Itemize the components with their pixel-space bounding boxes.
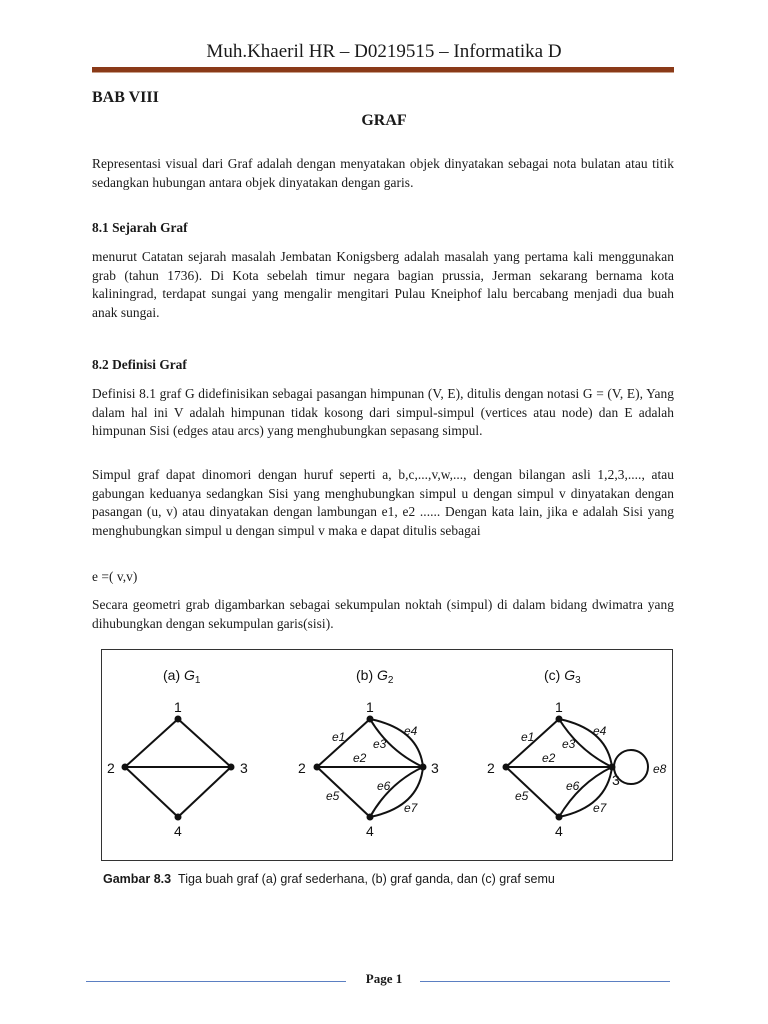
edge-label-b-e2: e2 (353, 751, 367, 765)
graph-title-a: (a) $G_1$ (163, 667, 201, 686)
formula: e =( v,v) (92, 569, 138, 584)
graph-title-c: (c) $G_3$ (544, 667, 581, 686)
vertex-c-2 (503, 764, 510, 771)
edge-label-b-e7: e7 (404, 801, 418, 815)
section-heading-sejarah: 8.1 Sejarah Graf (92, 220, 188, 235)
graph-title-b: (b) $G_2$ (356, 667, 394, 686)
vertex-label-a-3: 3 (240, 760, 248, 776)
header-rule (92, 67, 674, 73)
definisi-paragraph-1: Definisi 8.1 graf G didefinisikan sebagai pasangan himpunan (V, E), ditulis dengan notasi G = (V, E), Yang dalam hal ini V adalah himpunan tidak kosong dari simpul-simpul (vertices atau node) dan E adalah himpunan Sisi (edges atau arcs) yang menghubungkan sepasang simpul. (92, 386, 674, 439)
vertex-b-3 (420, 764, 427, 771)
edge-a-2-4 (125, 767, 178, 817)
page-header: Muh.Khaeril HR – D0219515 – Informatika D (206, 41, 562, 62)
figure-caption-text: Tiga buah graf (a) graf sederhana, (b) graf ganda, dan (c) graf semu (178, 872, 555, 886)
vertex-a-1 (175, 716, 182, 723)
vertex-label-c-1: 1 (555, 699, 563, 715)
definisi-paragraph-2: Simpul graf dapat dinomori dengan huruf seperti a, b,c,...,v,w,..., dengan bilangan asli 1,2,3,...., atau gabungan keduanya sedangkan Sisi yang menghubungkan simpul u dengan simpul v dinyatakan dengan pasangan (u, v) atau dinyatakan dengan lambungan e1, e2 ...... Dengan kata lain, jika e adalah Sisi yang menghubungkan simpul u dengan simpul v maka e dapat ditulis sebagai (92, 467, 674, 538)
vertex-a-3 (228, 764, 235, 771)
vertex-b-4 (367, 814, 374, 821)
vertex-label-b-2: 2 (298, 760, 306, 776)
chapter-label: BAB VIII (92, 89, 159, 106)
graph-figure (101, 649, 673, 861)
vertex-label-a-2: 2 (107, 760, 115, 776)
edge-label-c-e7: e7 (593, 801, 607, 815)
edge-label-c-e8: e8 (653, 762, 667, 776)
edge-label-b-e5: e5 (326, 789, 340, 803)
edge-b-e5 (317, 767, 370, 817)
edge-label-b-e4: e4 (404, 724, 418, 738)
vertex-b-2 (314, 764, 321, 771)
definisi-paragraph-3: Secara geometri grab digambarkan sebagai sekumpulan noktah (simpul) di dalam bidang dwimatra yang dihubungkan dengan sekumpulan garis(sisi). (92, 597, 674, 631)
vertex-label-a-1: 1 (174, 699, 182, 715)
edge-label-c-e1: e1 (521, 730, 535, 744)
vertex-label-c-2: 2 (487, 760, 495, 776)
vertex-label-c-3: 3 (612, 772, 620, 788)
edge-label-c-e4: e4 (593, 724, 607, 738)
edge-label-b-e1: e1 (332, 730, 346, 744)
intro-paragraph: Representasi visual dari Graf adalah dengan menyatakan objek dinyatakan sebagai nota bulatan atau titik sedangkan hubungan antara objek dinyatakan dengan garis. (92, 156, 674, 190)
sejarah-paragraph: menurut Catatan sejarah masalah Jembatan Konigsberg adalah masalah yang pertama kali menggunakan grab (tahun 1736). Di Kota sebelah timur negara bagian prussia, Jerman sekarang bernama kota kaliningrad, terdapat sungai yang mengalir mengitari Pulau Kneiphof lalu bercabang menjadi dua buah anak sungai. (92, 249, 674, 320)
vertex-c-3 (609, 764, 616, 771)
edge-a-1-2 (125, 719, 178, 767)
page-number: Page 1 (365, 971, 403, 986)
edge-label-b-e6: e6 (377, 779, 391, 793)
edge-label-c-e5: e5 (515, 789, 529, 803)
vertex-label-a-4: 4 (174, 823, 182, 839)
edge-label-c-e2: e2 (542, 751, 556, 765)
vertex-label-b-4: 4 (366, 823, 374, 839)
edge-a-1-3 (178, 719, 231, 767)
figure-caption-number: Gambar 8.3 (103, 872, 172, 886)
edge-label-b-e3: e3 (373, 737, 387, 751)
figure-caption (103, 872, 555, 886)
vertex-a-2 (122, 764, 129, 771)
vertex-a-4 (175, 814, 182, 821)
page-title: GRAF (361, 112, 407, 129)
edge-a-3-4 (178, 767, 231, 817)
vertex-c-1 (556, 716, 563, 723)
vertex-label-b-3: 3 (431, 760, 439, 776)
vertex-label-b-1: 1 (366, 699, 374, 715)
vertex-label-c-4: 4 (555, 823, 563, 839)
vertex-c-4 (556, 814, 563, 821)
vertex-b-1 (367, 716, 374, 723)
edge-c-e5 (506, 767, 559, 817)
edge-label-c-e6: e6 (566, 779, 580, 793)
edge-label-c-e3: e3 (562, 737, 576, 751)
section-heading-definisi: 8.2 Definisi Graf (92, 357, 187, 372)
